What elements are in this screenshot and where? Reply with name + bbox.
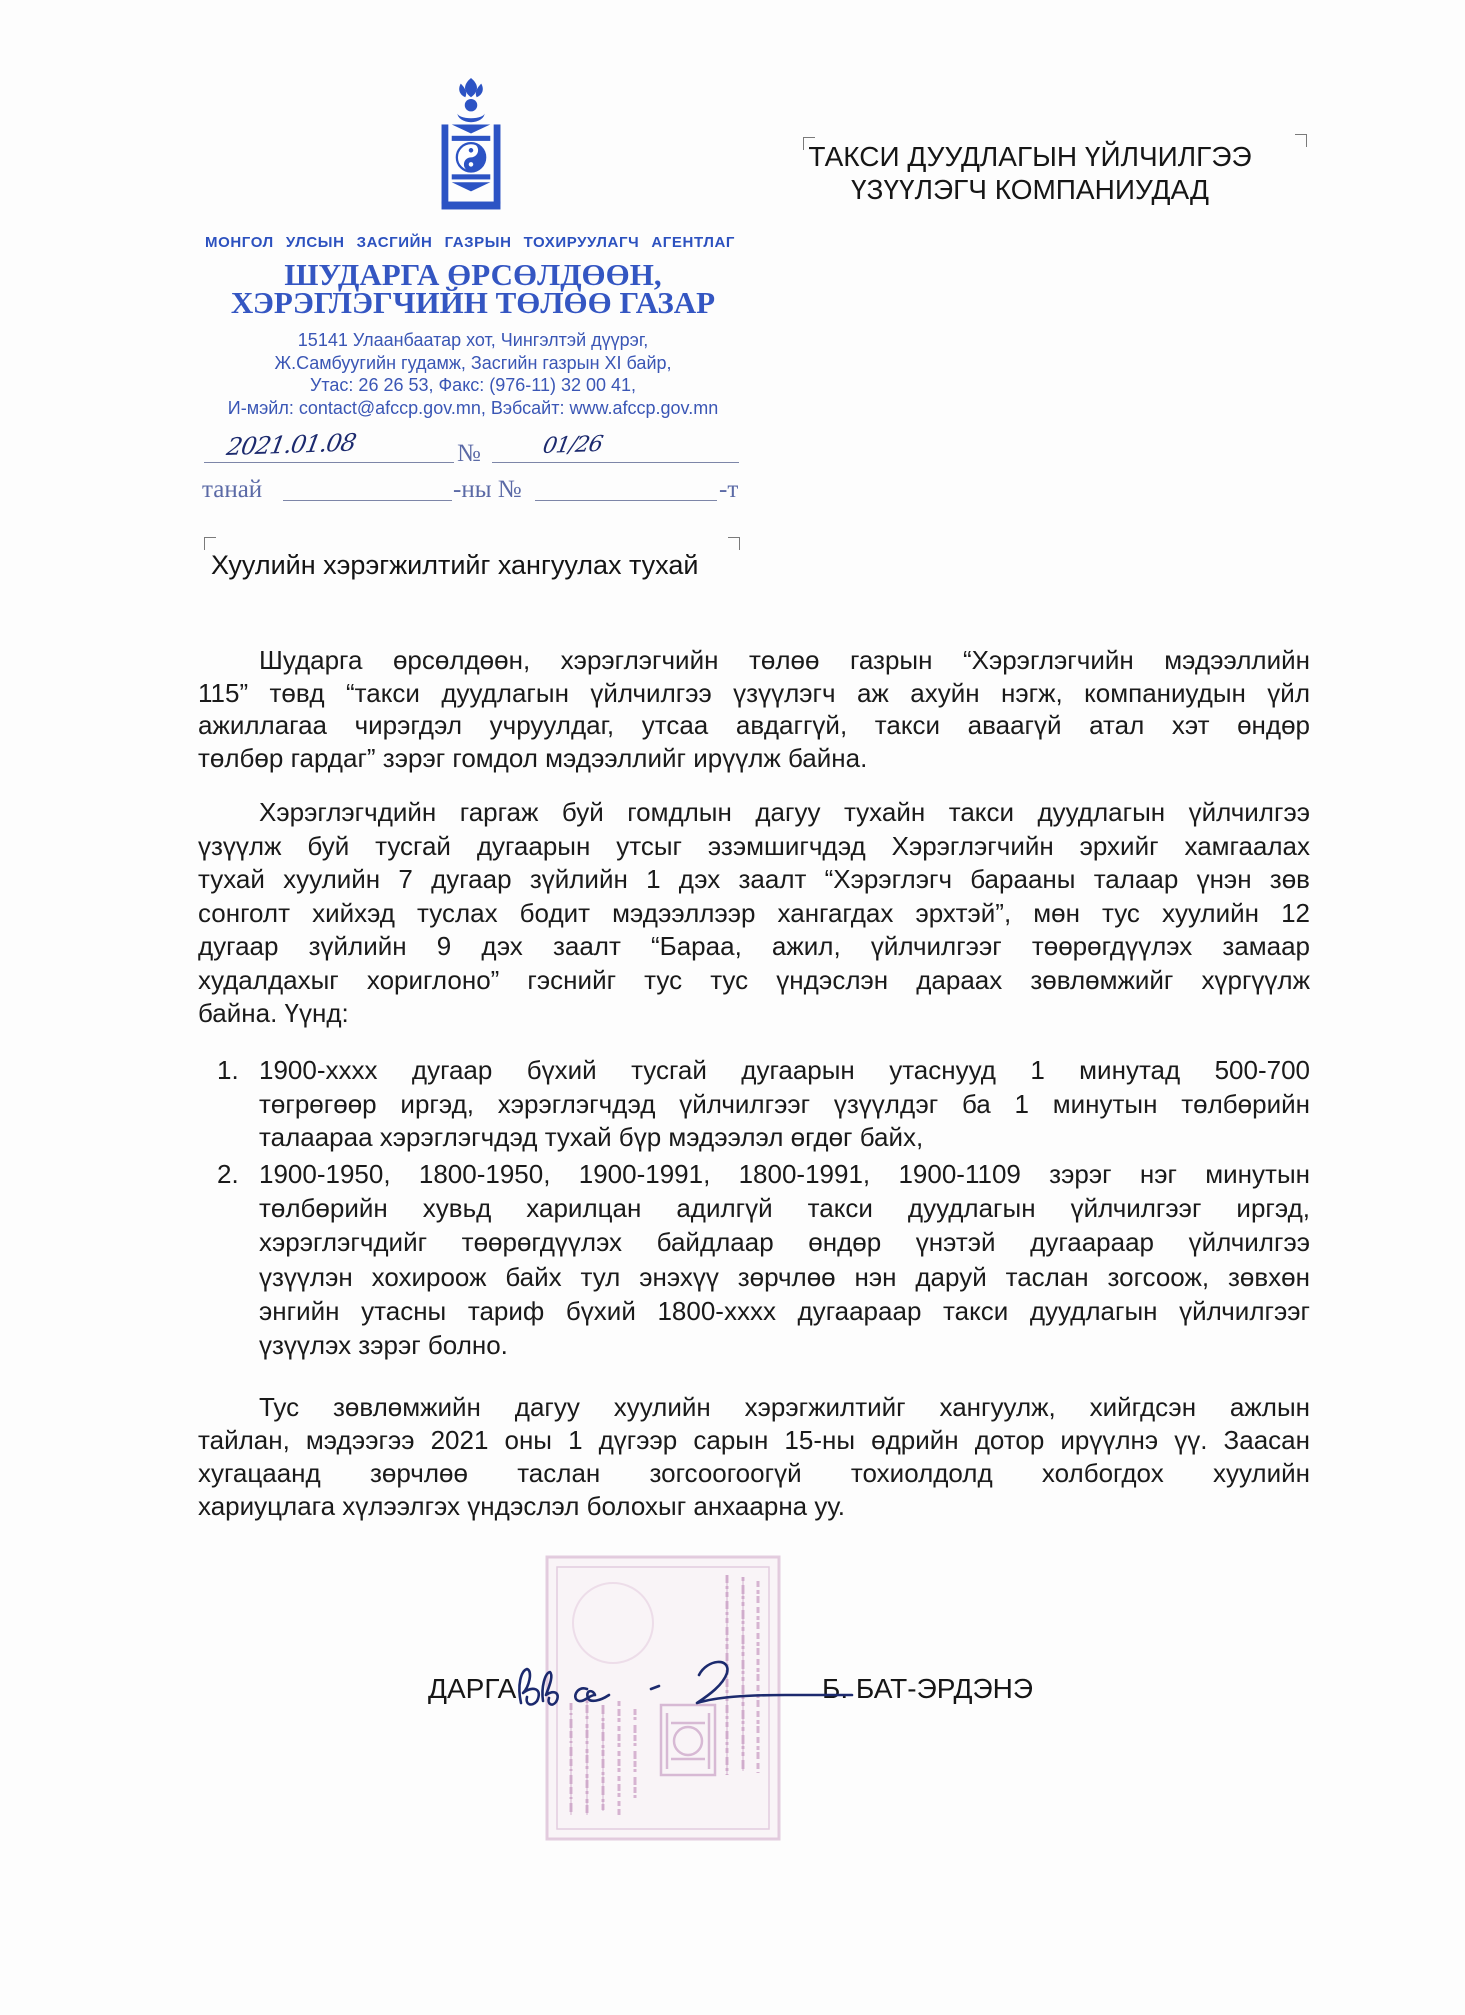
number-underline [492, 462, 739, 463]
your-ref-blank-1 [283, 500, 452, 501]
handwritten-number: 01/26 [540, 431, 605, 459]
your-ref-blank-2 [535, 500, 717, 501]
org-name-line1: ШУДАРГА ӨРСӨЛДӨӨН, [284, 257, 662, 292]
text-line: худалдахыг хориглоно” гэснийг тус тус үндэслэн дараах зөвлөмжийг хүргүүлж [198, 964, 1310, 995]
signatory-title: ДАРГА [428, 1673, 517, 1704]
text-line: ажиллагаа чирэгдэл учруулдаг, утсаа авдаггүй, такси аваагүй атал хэт өндөр [198, 710, 1310, 740]
handwritten-date: 2021.01.08 [224, 428, 358, 461]
list-number: 2. [217, 1159, 239, 1189]
address-block [123, 329, 823, 420]
text-line: үзүүлэх зэрэг болно. [259, 1330, 508, 1361]
number-sign: № [457, 440, 481, 467]
text-line: төлбөрийн хувьд харилцан адилгүй такси дуудлагын үйлчилгээг иргэд, [259, 1193, 1310, 1224]
paragraph-3 [198, 1391, 1310, 1523]
agency-line: МОНГОЛ УЛСЫН ЗАСГИЙН ГАЗРЫН ТОХИРУУЛАГЧ АГЕНТЛАГ [205, 234, 735, 251]
text-line: төгрөгөөр иргэд, хэрэглэгчдэд үйлчилгээг үзүүлдэг ба 1 минутын төлбөрийн [259, 1088, 1310, 1119]
text-line: талаараа хэрэглэгчдэд тухай бүр мэдээлэл өгдөг байх, [259, 1122, 924, 1152]
date-underline [204, 462, 454, 463]
text-line: Тус зөвлөмжийн дагуу хуулийн хэрэгжилтийг хангуулж, хийгдсэн ажлын [259, 1392, 1310, 1422]
text-line: сонголт хийхэд туслах бодит мэдээллээр хангагдах эрхтэй”, мөн тус хуулийн 12 [198, 897, 1310, 928]
list-number: 1. [217, 1055, 239, 1085]
contact-line: И-мэйл: contact@afccp.gov.mn, Вэбсайт: www.afccp.gov.mn [227, 398, 719, 419]
recipient-corner-right [1295, 134, 1307, 147]
subject-corner-right [728, 537, 740, 550]
text-line: хугацаанд зөрчлөө таслан зогсоогоогүй тохиолдолд холбогдох хуулийн [198, 1458, 1310, 1488]
text-line: 115” төвд “такси дуудлагын үйлчилгээ үзүүлэгч аж ахуйн нэгж, компаниудын үйл [198, 677, 1310, 708]
text-line: тухай хуулийн 7 дугаар зүйлийн 1 дэх заалт “Хэрэглэгч барааны талаар үнэн зөв [198, 864, 1310, 894]
your-ref-middle: -ны № [453, 476, 522, 503]
text-line: дугаар зүйлийн 9 дэх заалт “Бараа, ажил, үйлчилгээг төөрөгдүүлэх замаар [198, 931, 1310, 961]
paragraph-1 [198, 644, 1310, 774]
your-ref-suffix: -т [719, 476, 739, 503]
address-line: Утас: 26 26 53, Факс: (976-11) 32 00 41, [309, 375, 637, 396]
text-line: тайлан, мэдээгээ 2021 оны 1 дүгээр сарын 15-ны өдрийн дотор ирүүлнэ үү. Заасан [198, 1425, 1310, 1455]
text-line: хэрэглэгчдийг төөрөгдүүлэх байдлаар өндөр үнэтэй дугаараар үйлчилгээ [259, 1227, 1310, 1258]
subject-title: Хуулийн хэрэгжилтийг хангуулах тухай [211, 550, 699, 580]
address-line: Ж.Самбуугийн гудамж, Засгийн газрын XI байр, [274, 352, 672, 373]
handwritten-signature [505, 1645, 865, 1725]
text-line: Хэрэглэгчдийн гаргаж буй гомдлын дагуу тухайн такси дуудлагын үйлчилгээ [259, 797, 1310, 827]
address-line: 15141 Улаанбаатар хот, Чингэлтэй дүүрэг, [297, 330, 649, 350]
text-line: төлбөр гардаг” зэрэг гомдол мэдээллийг ирүүлж байна. [198, 742, 868, 773]
soyombo-icon [437, 78, 505, 214]
text-line: Шударга өрсөлдөөн, хэрэглэгчийн төлөө газрын “Хэрэглэгчийн мэдээллийн [259, 645, 1310, 675]
list-item [198, 1157, 1310, 1362]
recipient-line2: ҮЗҮҮЛЭГЧ КОМПАНИУДАД [850, 174, 1210, 205]
signatory-name: Б. БАТ-ЭРДЭНЭ [822, 1673, 1033, 1704]
your-ref-prefix: танай [202, 476, 263, 503]
org-name-line2: ХЭРЭГЛЭГЧИЙН ТӨЛӨӨ ГАЗАР [230, 285, 716, 320]
text-line: энгийн утасны тариф бүхий 1800-xxxx дугаараар такси дуудлагын үйлчилгээг [259, 1295, 1310, 1326]
text-line: 1900-xxxx дугаар бүхий тусгай дугаарын утаснууд 1 минутад 500-700 [259, 1055, 1310, 1085]
paragraph-2 [198, 796, 1310, 1031]
recipient-line1: ТАКСИ ДУУДЛАГЫН ҮЙЛЧИЛГЭЭ [808, 141, 1252, 172]
text-line: үзүүлж буй тусгай дугаарын утсыг эзэмшигчдэд Хэрэглэгчийн эрхийг хамгаалах [198, 830, 1310, 861]
list-item [198, 1054, 1310, 1155]
text-line: 1900-1950, 1800-1950, 1900-1991, 1800-1991, 1900-1109 зэрэг нэг минутын [259, 1159, 1310, 1189]
text-line: байна. Үүнд: [198, 998, 349, 1028]
text-line: хариуцлага хүлээлгэх үндэслэл болохыг анхаарна уу. [198, 1491, 845, 1521]
text-line: үзүүлэн хохироож байх тул энэхүү зөрчлөө нэн даруй таслан зогсоож, зөвхөн [259, 1261, 1310, 1292]
